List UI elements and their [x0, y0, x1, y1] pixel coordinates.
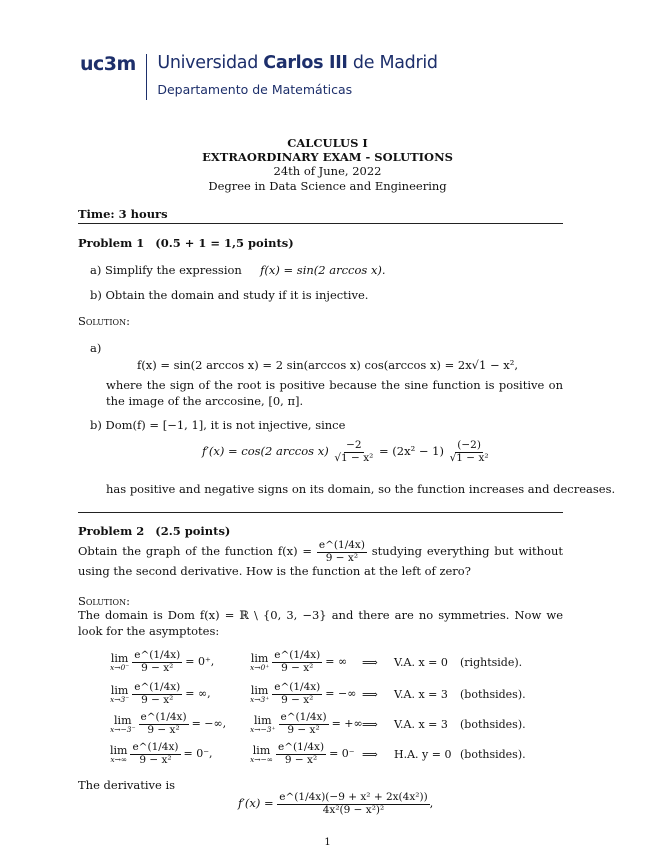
divider	[78, 512, 563, 513]
limit-row	[110, 712, 560, 740]
asymptote-result: V.A. x = 0	[394, 656, 448, 669]
solution-b-equation: f′(x) = cos(2 arccos x) $\frac{-2}{\text{√1 − x²}}$ = (2x² − 1) $\frac{(-2)}{\text{√1 − x²}}$	[202, 439, 489, 464]
asymptote-result: V.A. x = 3	[394, 688, 448, 701]
solution-a-text: where the sign of the root is positive because the sine function is positive on the image of the arccosine, [0, π].	[106, 378, 563, 408]
asymptote-side: (bothsides).	[460, 718, 526, 731]
problem2-heading: Problem 2 (2.5 points)	[78, 524, 231, 538]
degree-name: Degree in Data Science and Engineering	[208, 179, 447, 193]
problem2-statement: Obtain the graph of the function f(x) = $\frac{e\^{}(1/4x)}{\text{9 − x²}}$ studying everything but without using the second derivative. How is the function at the left of zero?	[78, 539, 564, 579]
right-limit: lim x→3⁺ $\frac{e\^{}(1/4x)}{\text{9 − x²}}$ = −∞	[250, 681, 357, 706]
asymptote-side: (bothsides).	[460, 748, 526, 761]
exam-time: Time: 3 hours	[78, 207, 168, 221]
divider	[78, 223, 563, 224]
left-limit: lim x→0⁻ $\frac{e\^{}(1/4x)}{\text{9 − x²}}$ = 0⁺,	[110, 649, 215, 674]
asymptote-result: H.A. y = 0	[394, 748, 452, 761]
logo-short: uc3m	[80, 53, 136, 75]
implies-arrow: ⟹	[362, 656, 378, 669]
derivative-intro: The derivative is	[78, 778, 176, 792]
course-title: CALCULUS I	[287, 136, 368, 150]
right-limit: lim x→−∞ $\frac{e\^{}(1/4x)}{\text{9 − x²}}$ = 0⁻	[250, 741, 355, 766]
right-limit: lim x→−3⁺ $\frac{e\^{}(1/4x)}{\text{9 − x²}}$ = +∞	[250, 711, 363, 736]
problem1-part-b: b) Obtain the domain and study if it is injective.	[90, 288, 369, 302]
left-limit: lim x→3⁻ $\frac{e\^{}(1/4x)}{\text{9 − x²}}$ = ∞,	[110, 681, 211, 706]
problem1-part-a: a) Simplify the expression f(x) = sin(2 arccos x).	[90, 263, 386, 277]
right-limit: lim x→0⁺ $\frac{e\^{}(1/4x)}{\text{9 − x²}}$ = ∞	[250, 649, 348, 674]
solution-a-equation: f(x) = sin(2 arccos x) = 2 sin(arccos x) cos(arccos x) = 2x√1 − x²,	[136, 358, 519, 372]
solution-a-label: a)	[90, 341, 102, 355]
domain-text: The domain is Dom f(x) = ℝ \ {0, 3, −3} and there are no symmetries. Now we look for the asymptotes:	[78, 608, 563, 638]
implies-arrow: ⟹	[362, 748, 378, 761]
asymptote-side: (rightside).	[460, 656, 523, 669]
exam-date: 24th of June, 2022	[273, 164, 382, 178]
university-logo	[80, 52, 438, 104]
asymptote-side: (bothsides).	[460, 688, 526, 701]
solution-b-text: b) Dom(f) = [−1, 1], it is not injective, since	[90, 418, 346, 432]
problem1-heading: Problem 1 (0.5 + 1 = 1,5 points)	[78, 236, 294, 250]
solution-label-1: Solution:	[78, 314, 130, 328]
left-limit: lim x→−3⁻ $\frac{e\^{}(1/4x)}{\text{9 − x²}}$ = −∞,	[110, 711, 227, 736]
limit-row	[110, 650, 560, 678]
limit-row	[110, 742, 560, 770]
limit-row	[110, 682, 560, 710]
left-limit: lim x→∞ $\frac{e\^{}(1/4x)}{\text{9 − x²}}$ = 0⁻,	[110, 741, 213, 766]
logo-divider	[146, 54, 148, 100]
derivative-equation: f′(x) = $\frac{\text{e\textasciicircum{}(1/4x)(−9 + x² + 2x(4x²))}}{\text{4x²(9 − x²)²}}$ ,	[238, 791, 434, 816]
department-name: Departamento de Matemáticas	[157, 81, 353, 97]
university-name: Universidad Carlos III de Madrid	[157, 53, 438, 73]
asymptote-result: V.A. x = 3	[394, 718, 448, 731]
exam-title: EXTRAORDINARY EXAM - SOLUTIONS	[202, 150, 453, 164]
solution-b-after: has positive and negative signs on its domain, so the function increases and decreases.	[106, 482, 616, 496]
implies-arrow: ⟹	[362, 718, 378, 731]
implies-arrow: ⟹	[362, 688, 378, 701]
solution-label-2: Solution:	[78, 594, 130, 608]
page-number: 1	[324, 837, 331, 848]
